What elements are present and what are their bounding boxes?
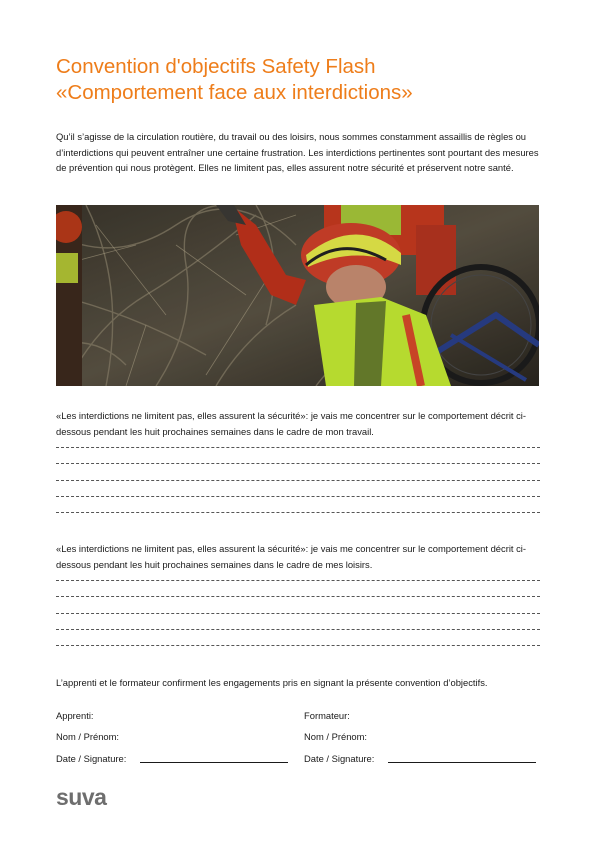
title-line-1: Convention d'objectifs Safety Flash [56,55,376,78]
answer-line[interactable] [56,645,540,646]
answer-line[interactable] [56,480,540,481]
trainer-date-label: Date / Signature: [304,753,375,764]
work-statement: «Les interdictions ne limitent pas, elles assurent la sécurité»: je vais me concentrer sur le comportement décrit ci-dessous pendant les huit prochaines semaines dans le cadre de mon travail. [56,410,526,437]
intro-paragraph: Qu’il s’agisse de la circulation routière, du travail ou des loisirs, nous sommes constamment assaillis de règles ou d’interdictions qui peuvent entraîner une certaine frustration. Les interdictions pertinentes sont pourtant des mesures de prévention qui nous protègent. Elles ne limitent pas, elles assurent notre sécurité et préservent notre santé. [56,131,539,174]
leisure-statement: «Les interdictions ne limitent pas, elles assurent la sécurité»: je vais me concentrer sur le comportement décrit ci-dessous pendant les huit prochaines semaines dans le cadre de mes loisirs. [56,543,526,570]
confirmation-text: L’apprenti et le formateur confirment les engagements pris en signant la présente convention d’objectifs. [56,677,488,688]
leisure-section [56,541,540,661]
answer-line[interactable] [56,580,540,581]
suva-logo: suva [56,784,107,810]
answer-line[interactable] [56,596,540,597]
title-line-2: «Comportement face aux interdictions» [56,81,413,104]
leisure-answer-lines[interactable] [56,580,540,646]
trainer-name-label: Nom / Prénom: [304,731,368,742]
trainer-signature-line[interactable] [388,762,536,763]
answer-line[interactable] [56,629,540,630]
document-title [56,54,556,106]
apprentice-name-label: Nom / Prénom: [56,731,120,742]
answer-line[interactable] [56,613,540,614]
answer-line[interactable] [56,496,540,497]
apprentice-date-label: Date / Signature: [56,753,127,764]
answer-line[interactable] [56,463,540,464]
cyclists-photo [56,205,539,386]
work-answer-lines[interactable] [56,447,540,513]
answer-line[interactable] [56,512,540,513]
trainer-label: Formateur: [304,710,350,721]
apprentice-signature-line[interactable] [140,762,288,763]
apprentice-label: Apprenti: [56,710,94,721]
answer-line[interactable] [56,447,540,448]
work-section [56,408,540,528]
